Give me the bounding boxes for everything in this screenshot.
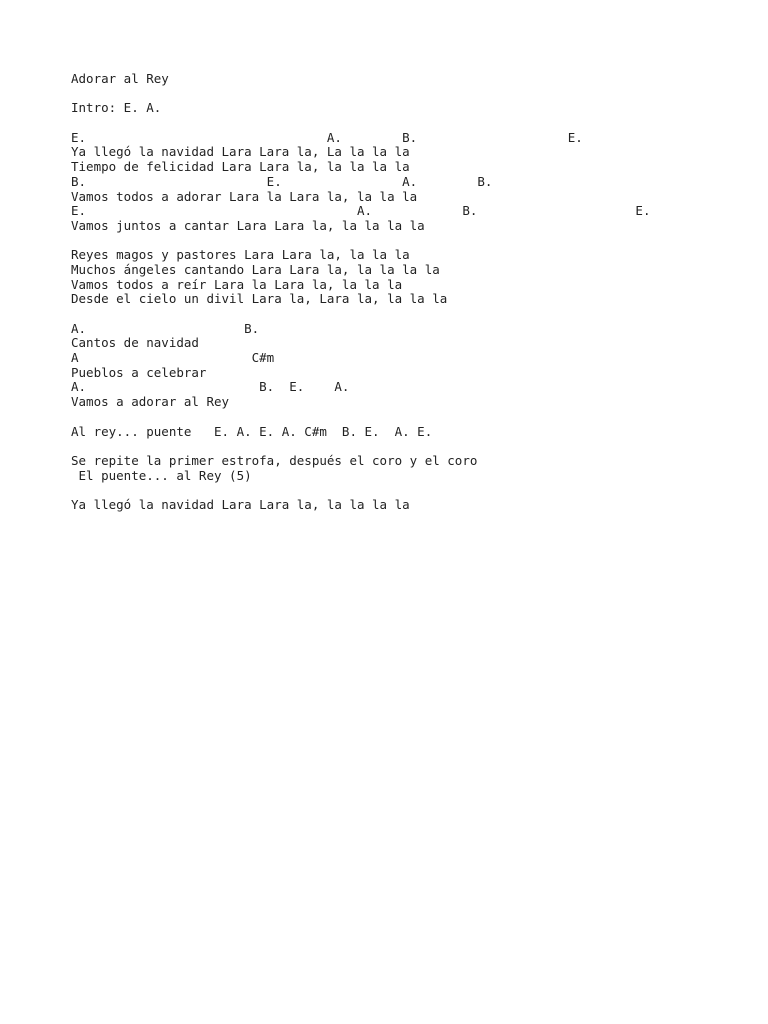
lyric-line: Cantos de navidad [71, 335, 199, 351]
chord-line: B. E. A. B. [71, 173, 493, 189]
chord-line: E. A. B. E. [71, 129, 583, 145]
blank-line [71, 87, 751, 102]
bridge-chords: Al rey... puente E. A. E. A. C#m B. E. A. E. [71, 423, 433, 439]
blank-line [71, 116, 751, 131]
lyric-line: Vamos juntos a cantar Lara Lara la, la la la la [71, 217, 425, 233]
instruction-line: Se repite la primer estrofa, después el coro y el coro [71, 452, 478, 468]
intro-chords: Intro: E. A. [71, 100, 162, 116]
blank-line [71, 410, 751, 425]
lyric-line: Vamos todos a reír Lara la Lara la, la la la [71, 276, 403, 292]
song-sheet [71, 72, 751, 513]
blank-line [71, 483, 751, 498]
song-title: Adorar al Rey [71, 71, 169, 86]
lyric-line: Vamos todos a adorar Lara la Lara la, la la la [71, 188, 418, 204]
lyric-line: Ya llegó la navidad Lara Lara la, La la la la [71, 144, 410, 160]
lyric-line: Tiempo de felicidad Lara Lara la, la la la la [71, 159, 410, 175]
lyric-line: Muchos ángeles cantando Lara Lara la, la la la la [71, 261, 440, 277]
lyric-line: Ya llegó la navidad Lara Lara la, la la la la [71, 496, 410, 512]
chord-line: A. B. E. A. [71, 379, 350, 395]
blank-line [71, 439, 751, 454]
lyric-line: Vamos a adorar al Rey [71, 394, 230, 410]
chord-line: E. A. B. E. [71, 203, 651, 219]
lyric-line: Reyes magos y pastores Lara Lara la, la la la [71, 247, 410, 263]
chord-line: A C#m [71, 350, 275, 366]
lyric-line: Desde el cielo un divil Lara la, Lara la, la la la [71, 291, 448, 307]
blank-line [71, 307, 751, 322]
instruction-line: El puente... al Rey (5) [71, 467, 252, 483]
chord-line: A. B. [71, 320, 260, 336]
lyric-line: Pueblos a celebrar [71, 364, 207, 380]
blank-line [71, 234, 751, 249]
